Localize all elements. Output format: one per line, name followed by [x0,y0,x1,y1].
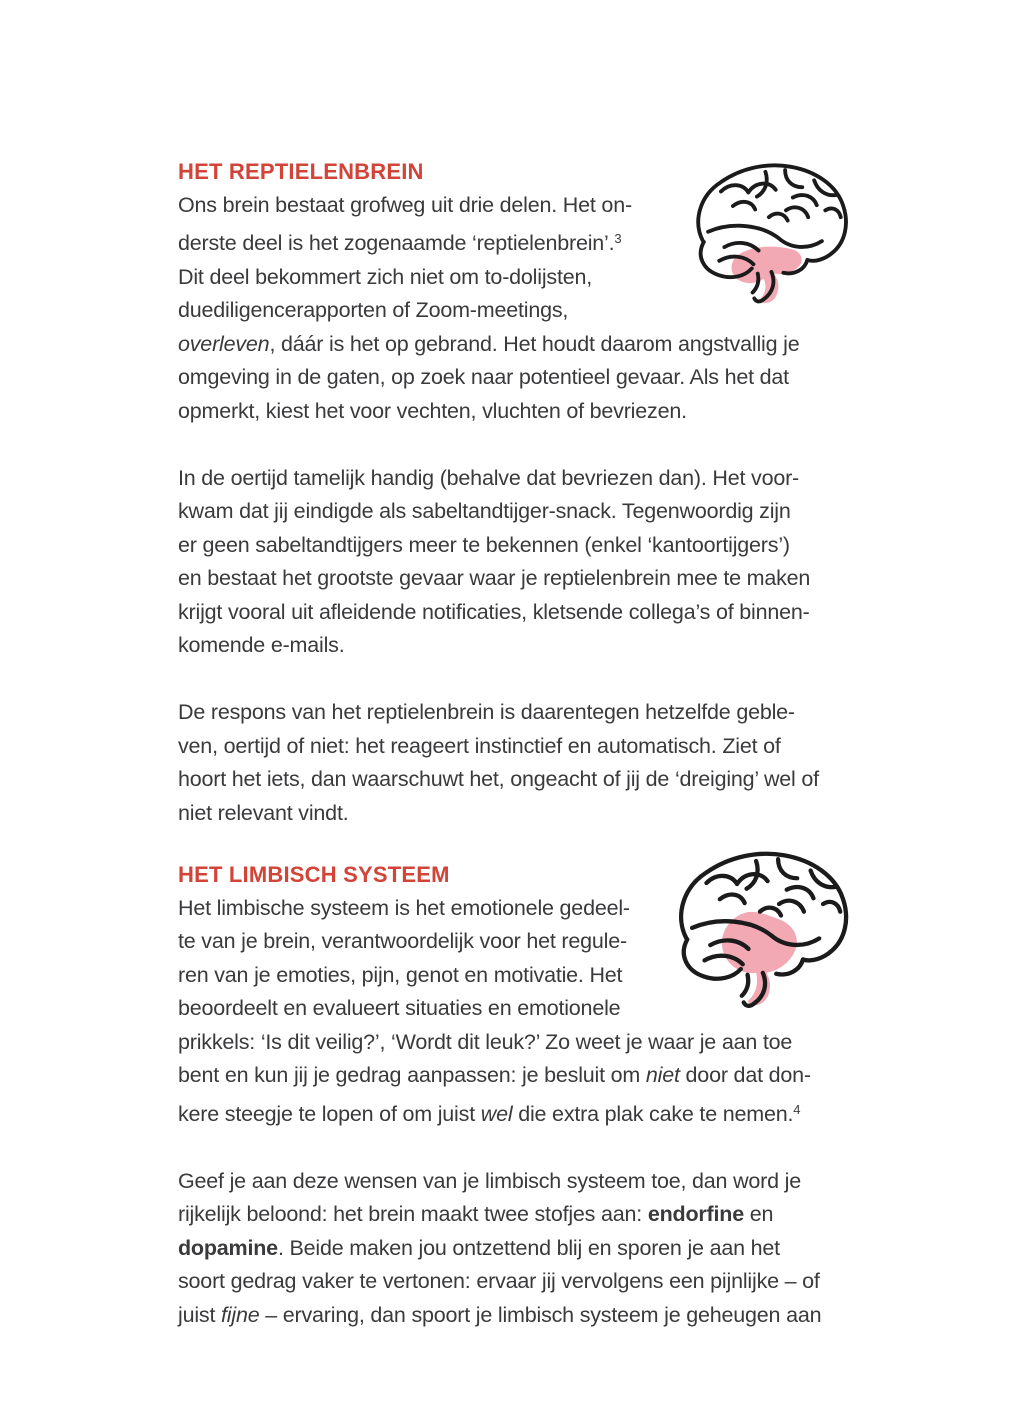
text-segment: rijkelijk beloond: het brein maakt twee stofjes aan: [178,1202,648,1226]
text-segment: Dit deel bekommert zich niet om to-dolijsten, [178,264,593,289]
text-line [178,1026,878,1060]
text-line [178,1265,878,1299]
text-segment: kere steegje te lopen of om juist [178,1101,481,1126]
footnote-reference: 4 [793,1101,801,1117]
text-line [178,763,878,797]
text-segment: te van je brein, verantwoordelijk voor het regule- [178,929,627,953]
footnote-reference: 3 [614,231,622,246]
text-segment: niet [645,1063,680,1087]
section-heading: HET REPTIELENBREIN [178,159,424,184]
text-segment: overleven [178,331,270,356]
text-segment: ren van je emoties, pijn, genot en motivatie. Het [178,962,623,987]
paragraph [178,1165,878,1333]
section-heading: HET LIMBISCH SYSTEEM [178,862,450,887]
text-segment: hoort het iets, dan waarschuwt het, ongeacht of jij de ‘dreiging’ wel of [178,767,819,791]
text-line [178,462,878,496]
text-line [178,1198,878,1232]
text-segment: wel [480,1101,513,1126]
text-line [178,629,878,663]
paragraph [178,696,878,830]
text-segment: – ervaring, dan spoort je limbisch systeem je geheugen aan [259,1302,822,1327]
text-segment: er geen sabeltandtijgers meer te bekennen (enkel ‘kantoortijgers’) [178,532,790,557]
text-line [178,495,878,529]
text-segment: opmerkt, kiest het voor vechten, vluchten of bevriezen. [178,398,687,423]
content-column [178,155,878,1332]
text-line [178,1232,878,1266]
text-segment: prikkels: ‘Is dit veilig?’, ‘Wordt dit leuk?’ Zo weet je waar je aan toe [178,1029,793,1054]
text-segment: omgeving in de gaten, op zoek naar potentieel gevaar. Als het dat [178,365,789,389]
text-line [178,696,878,730]
text-line [178,596,878,630]
text-segment: Geef je aan deze wensen van je limbisch systeem toe, dan word je [178,1168,801,1193]
text-segment: komende e-mails. [178,633,345,657]
paragraph [178,462,878,663]
text-segment: krijgt vooral uit afleidende notificaties, kletsende collega’s of binnen- [178,599,810,624]
text-line [178,1093,878,1132]
text-segment: ven, oertijd of niet: het reageert instinctief en automatisch. Ziet of [178,733,781,758]
text-segment: Ons brein bestaat grofweg uit drie delen. Het on- [178,192,632,217]
text-segment: dopamine [178,1235,278,1260]
text-line [178,328,878,362]
text-line [178,395,878,429]
text-segment: endorfine [647,1202,744,1226]
text-segment: fijne [221,1302,260,1327]
text-segment: juist [178,1302,222,1327]
text-segment: die extra plak cake te nemen. [512,1101,794,1126]
text-segment: beoordeelt en evalueert situaties en emotionele [178,996,621,1020]
text-segment: soort gedrag vaker te vertonen: ervaar jij vervolgens een pijnlijke – of [178,1269,820,1293]
text-segment: niet relevant vindt. [178,800,349,825]
text-segment: duediligencerapporten of Zoom-meetings, [178,298,569,322]
text-line [178,529,878,563]
text-segment: Het limbische systeem is het emotionele gedeel- [178,895,630,920]
text-segment: De respons van het reptielenbrein is daarentegen hetzelfde geble- [178,700,795,724]
text-line [178,797,878,831]
text-line [178,562,878,596]
text-line [178,1165,878,1199]
text-line [178,1059,878,1093]
text-segment: door dat don- [679,1063,811,1087]
text-line [178,361,878,395]
text-line [178,730,878,764]
text-segment: , dáár is het op gebrand. Het houdt daarom angstvallig je [269,331,800,356]
brain-reptilian-icon [676,153,860,307]
text-segment: . Beide maken jou ontzettend blij en sporen je aan het [277,1235,780,1260]
text-segment: derste deel is het zogenaamde ‘reptielenbrein’. [178,231,615,255]
text-segment: en [743,1202,774,1226]
text-line [178,1299,878,1333]
text-segment: kwam dat jij eindigde als sabeltandtijger-snack. Tegenwoordig zijn [178,499,791,523]
text-segment: bent en kun jij je gedrag aanpassen: je besluit om [178,1063,646,1087]
text-segment: In de oertijd tamelijk handig (behalve dat bevriezen dan). Het voor- [178,465,800,490]
brain-limbic-icon [660,840,858,1012]
text-segment: en bestaat het grootste gevaar waar je reptielenbrein mee te maken [178,566,811,590]
